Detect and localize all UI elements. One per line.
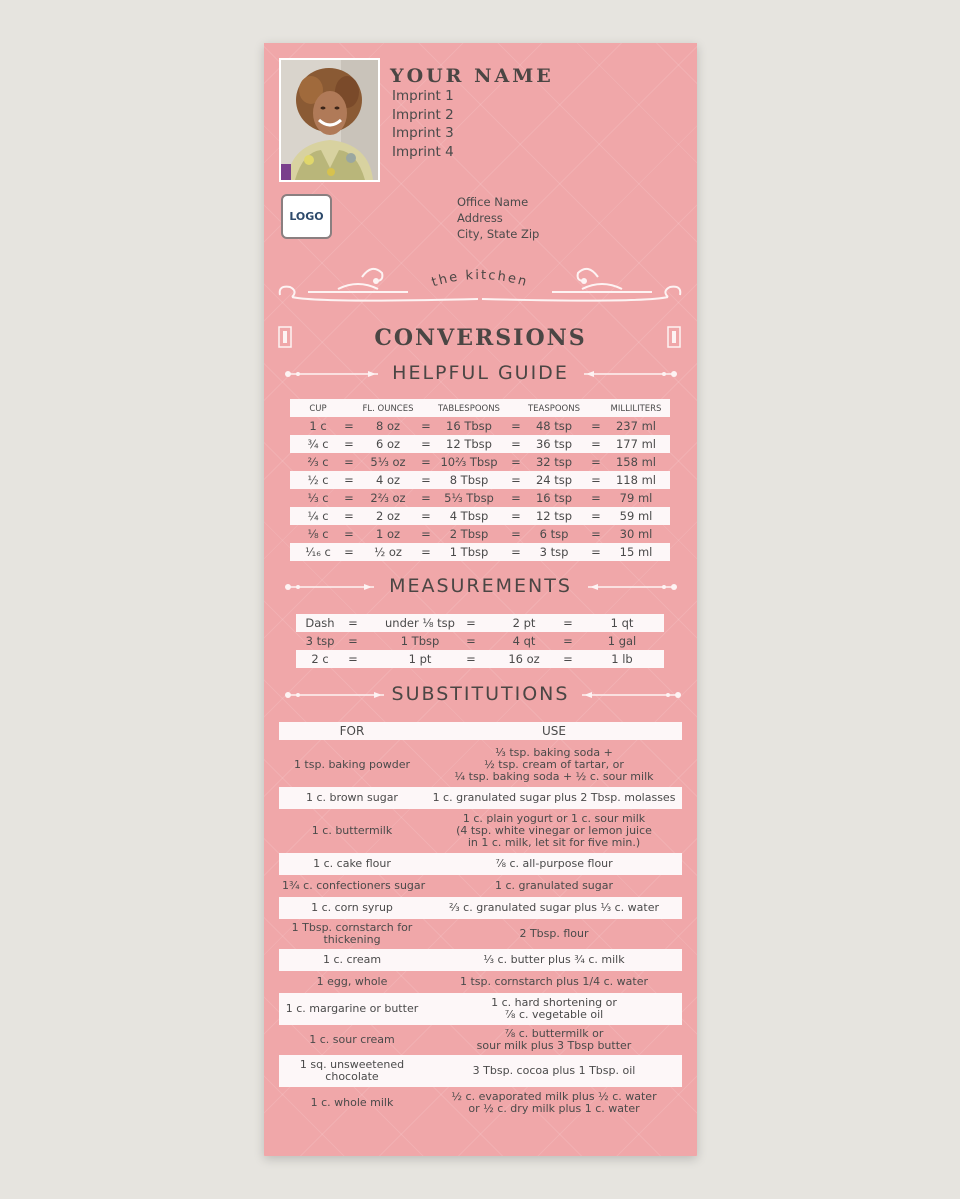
substitution-use-text: 1 c. plain yogurt or 1 c. sour milk [462, 812, 646, 825]
guide-divider-left [284, 369, 382, 379]
measurement-cell: 2 pt [512, 616, 536, 630]
equals-sign: = [563, 652, 573, 666]
substitution-use-text: ½ c. evaporated milk plus ½ c. water [451, 1090, 657, 1103]
svg-text:the kitchen [430, 268, 530, 290]
equals-sign: = [421, 473, 431, 487]
equals-sign: = [421, 545, 431, 559]
column-header-use: USE [542, 724, 566, 738]
measurement-cell: 1 pt [408, 652, 432, 666]
substitution-use-text: ⅞ c. buttermilk or [504, 1027, 604, 1040]
measurements-heading: MEASUREMENTS [389, 575, 572, 597]
equals-sign: = [591, 509, 601, 523]
substitution-for-text: 1 c. margarine or butter [285, 1002, 419, 1015]
substitution-for-text: chocolate [325, 1070, 379, 1083]
guide-divider-right [580, 369, 678, 379]
substitution-use-text: 3 Tbsp. cocoa plus 1 Tbsp. oil [472, 1064, 636, 1077]
guide-cell: 3 tsp [539, 545, 569, 559]
right-side-mark [667, 326, 681, 348]
guide-cell: 1 Tbsp [449, 545, 489, 559]
equals-sign: = [563, 616, 573, 630]
equals-sign: = [591, 437, 601, 451]
substitution-use-text: ⅓ tsp. baking soda + [495, 746, 613, 759]
equals-sign: = [344, 473, 354, 487]
guide-cell: 2 Tbsp [449, 527, 489, 541]
equals-sign: = [344, 455, 354, 469]
equals-sign: = [511, 545, 521, 559]
substitution-for-text: thickening [323, 933, 381, 946]
guide-cell: 32 tsp [535, 455, 573, 469]
guide-cell: 5⅓ oz [370, 455, 406, 469]
guide-cell: 237 ml [615, 419, 656, 433]
equals-sign: = [591, 419, 601, 433]
substitution-for-text: 1 c. cream [322, 953, 382, 966]
guide-cell: 48 tsp [535, 419, 573, 433]
equals-sign: = [511, 509, 521, 523]
office-street: Address [457, 211, 503, 225]
guide-cell: ½ c [307, 473, 329, 487]
measurement-cell: 1 lb [611, 652, 633, 666]
guide-cell: 8 oz [375, 419, 401, 433]
substitution-use-text: or ½ c. dry milk plus 1 c. water [468, 1102, 640, 1115]
helpful-guide-heading: HELPFUL GUIDE [392, 362, 569, 384]
measurement-cell: 3 tsp [305, 634, 335, 648]
imprint-line-2: Imprint 2 [392, 106, 454, 123]
substitution-for-text: 1 c. brown sugar [306, 791, 398, 804]
substitution-use-text: 1 c. granulated sugar [494, 879, 614, 892]
imprint-line-3: Imprint 3 [392, 125, 454, 141]
guide-cell: ¼ c [307, 509, 329, 523]
substitution-use-text: 1 tsp. cornstarch plus 1/4 c. water [460, 975, 648, 988]
equals-sign: = [344, 509, 354, 523]
guide-column-header: MILLILITERS [610, 404, 662, 414]
equals-sign: = [591, 473, 601, 487]
guide-cell: 2 oz [375, 509, 401, 523]
ornament-text: the kitchen [429, 267, 530, 291]
measurement-cell: Dash [305, 616, 335, 630]
equals-sign: = [591, 527, 601, 541]
equals-sign: = [421, 491, 431, 505]
guide-cell: 8 Tbsp [449, 473, 489, 487]
agent-photo [279, 58, 380, 182]
equals-sign: = [466, 634, 476, 648]
equals-sign: = [511, 455, 521, 469]
guide-cell: 16 Tbsp [446, 419, 492, 433]
guide-cell: 12 tsp [535, 509, 573, 523]
agent-name: YOUR NAME [390, 65, 554, 87]
equals-sign: = [421, 455, 431, 469]
substitution-for-text: 1 Tbsp. cornstarch for [291, 921, 413, 934]
substitution-for-text: 1 egg, whole [316, 975, 388, 988]
guide-cell: 1 oz [375, 527, 401, 541]
substitution-use-text: ¼ tsp. baking soda + ½ c. sour milk [454, 770, 654, 783]
office-address [457, 194, 539, 242]
substitution-use-text: 1 c. granulated sugar plus 2 Tbsp. molasses [432, 791, 676, 804]
guide-cell: 79 ml [619, 491, 653, 505]
guide-cell: 2⅔ oz [370, 491, 406, 505]
guide-cell: 10⅔ Tbsp [440, 455, 498, 469]
guide-cell: 16 tsp [535, 491, 573, 505]
guide-column-header: FL. OUNCES [362, 404, 414, 414]
equals-sign: = [344, 491, 354, 505]
measurement-cell: 16 oz [508, 652, 540, 666]
measurement-cell: 4 qt [512, 634, 536, 648]
guide-cell: ½ oz [374, 545, 402, 559]
equals-sign: = [466, 652, 476, 666]
equals-sign: = [591, 545, 601, 559]
equals-sign: = [466, 616, 476, 630]
portrait-image [281, 60, 378, 180]
conversion-card [264, 43, 697, 1156]
guide-cell: 12 Tbsp [446, 437, 492, 451]
guide-cell: 5⅓ Tbsp [444, 491, 494, 505]
measurement-cell: 1 Tbsp [400, 634, 440, 648]
office-name: Office Name [457, 195, 529, 209]
equals-sign: = [421, 509, 431, 523]
guide-cell: 30 ml [619, 527, 653, 541]
equals-sign: = [511, 473, 521, 487]
guide-column-header: TABLESPOONS [438, 404, 500, 414]
imprint-line-4: Imprint 4 [392, 143, 454, 160]
measurements-divider-left [284, 582, 378, 592]
guide-column-header: CUP [309, 404, 327, 414]
substitution-for-text: 1 tsp. baking powder [293, 758, 411, 771]
substitution-use-text: 2 Tbsp. flour [519, 927, 589, 940]
guide-column-header: TEASPOONS [527, 404, 581, 414]
substitution-for-text: 1 c. sour cream [309, 1033, 395, 1046]
guide-cell: ⅟₁₆ c [305, 545, 331, 559]
logo-placeholder: LOGO [281, 194, 332, 239]
guide-cell: 6 tsp [539, 527, 569, 541]
guide-cell: 158 ml [615, 455, 656, 469]
substitution-use-text: ½ tsp. cream of tartar, or [484, 758, 624, 771]
substitution-for-text: 1¾ c. confectioners sugar [282, 879, 426, 892]
substitution-use-text: (4 tsp. white vinegar or lemon juice [456, 824, 652, 837]
imprint-lines [392, 87, 454, 161]
guide-cell: 118 ml [615, 473, 656, 487]
measurement-cell: 2 c [311, 652, 329, 666]
equals-sign: = [591, 455, 601, 469]
substitution-for-text: 1 c. buttermilk [311, 824, 393, 837]
measurement-cell: 1 qt [610, 616, 634, 630]
guide-cell: 4 Tbsp [449, 509, 489, 523]
substitutions-divider-right [578, 690, 682, 700]
substitution-use-text: sour milk plus 3 Tbsp butter [476, 1039, 632, 1052]
measurements-divider-right [584, 582, 678, 592]
office-city: City, State Zip [457, 227, 540, 241]
equals-sign: = [348, 634, 358, 648]
substitution-for-text: 1 c. corn syrup [311, 901, 393, 914]
equals-sign: = [511, 419, 521, 433]
guide-cell: ⅓ c [307, 491, 329, 505]
guide-cell: 177 ml [615, 437, 656, 451]
guide-cell: 59 ml [619, 509, 653, 523]
equals-sign: = [563, 634, 573, 648]
substitution-use-text: in 1 c. milk, let sit for five min.) [467, 836, 641, 849]
imprint-line-1: Imprint 1 [392, 88, 454, 104]
equals-sign: = [344, 527, 354, 541]
equals-sign: = [344, 545, 354, 559]
guide-cell: ⅛ c [307, 527, 329, 541]
substitution-use-text: ⅞ c. vegetable oil [504, 1008, 604, 1021]
guide-cell: ¾ c [307, 437, 329, 451]
measurement-cell: 1 gal [607, 634, 637, 648]
guide-cell: 36 tsp [535, 437, 573, 451]
substitution-use-text: 1 c. hard shortening or [491, 996, 617, 1009]
equals-sign: = [348, 616, 358, 630]
equals-sign: = [344, 437, 354, 451]
substitutions-heading: SUBSTITUTIONS [391, 683, 570, 705]
substitution-for-text: 1 sq. unsweetened [299, 1058, 405, 1071]
equals-sign: = [344, 419, 354, 433]
guide-cell: 24 tsp [535, 473, 573, 487]
equals-sign: = [511, 437, 521, 451]
measurement-cell: under ⅛ tsp [385, 616, 455, 630]
kitchen-ornament [278, 255, 682, 309]
equals-sign: = [421, 419, 431, 433]
card-title: CONVERSIONS [374, 325, 587, 351]
column-header-for: FOR [339, 724, 365, 738]
equals-sign: = [421, 527, 431, 541]
guide-cell: 6 oz [375, 437, 401, 451]
equals-sign: = [348, 652, 358, 666]
guide-cell: 4 oz [375, 473, 401, 487]
equals-sign: = [591, 491, 601, 505]
equals-sign: = [421, 437, 431, 451]
guide-cell: ⅔ c [307, 455, 329, 469]
equals-sign: = [511, 527, 521, 541]
substitution-for-text: 1 c. whole milk [310, 1096, 394, 1109]
equals-sign: = [511, 491, 521, 505]
guide-cell: 1 c [309, 419, 327, 433]
substitutions-divider-left [284, 690, 388, 700]
substitution-use-text: ⅓ c. butter plus ¾ c. milk [483, 953, 625, 966]
substitution-use-text: ⅔ c. granulated sugar plus ⅓ c. water [449, 901, 659, 914]
guide-cell: 15 ml [619, 545, 653, 559]
substitution-for-text: 1 c. cake flour [313, 857, 391, 870]
substitution-use-text: ⅞ c. all-purpose flour [495, 857, 613, 870]
